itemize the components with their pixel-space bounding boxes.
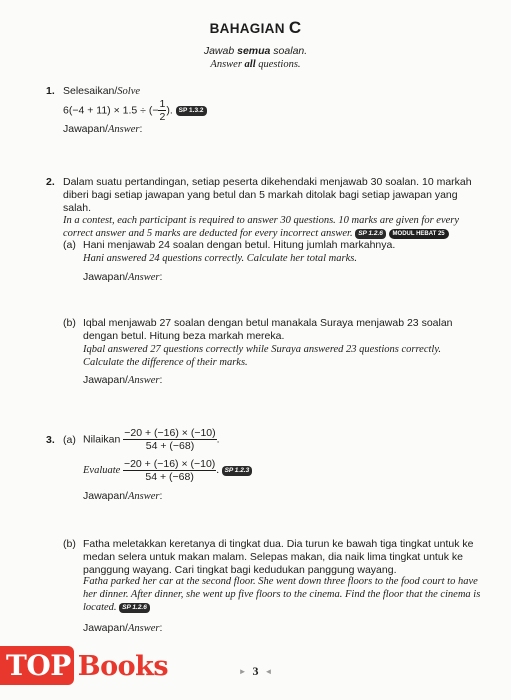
- arrow-left-icon: ◄: [264, 667, 273, 676]
- skill-tag: SP 1.2.6: [119, 603, 150, 613]
- question-3a-expression-english: Evaluate $\frac{-20 + (-16) \times (-10)}{54 + (-68)}$ . SP 1.2.3: [83, 458, 252, 483]
- instruction-english: Answer all questions.: [210, 59, 301, 70]
- question-3b-text-english: Fatha parked her car at the second floor. She went down three floors to the food court to have her dinner. After dinner, she went up five floors to the cinema. Find the floor that the cinema is located. SP 1.2.6: [83, 576, 481, 613]
- question-3-number: 3.: [46, 434, 55, 446]
- question-3a-fraction: $\frac{-20 + (-16) \times (-10)}{54 + (-68)}$: [123, 458, 216, 483]
- question-2a-text-malay: Hani menjawab 24 soalan dengan betul. Hitung jumlah markahnya.: [83, 239, 396, 251]
- question-2b-label: (b): [63, 317, 76, 329]
- arrow-right-icon: ►: [238, 667, 247, 676]
- logo-top-box: TOP: [0, 646, 74, 685]
- question-1-expression: 6(−4 + 11) × 1.5 ÷ (− $\frac{1}{2}$ ). SP 1.3.2: [63, 98, 207, 123]
- section-title: BAHAGIAN C: [209, 18, 302, 37]
- question-2b-text-malay: Iqbal menjawab 27 soalan dengan betul manakala Suraya menjawab 23 soalan dengan betul. Hitung beza markah mereka.: [83, 317, 453, 342]
- question-2a-text-english: Hani answered 24 questions correctly. Calculate her total marks.: [83, 253, 357, 264]
- instruction-malay: Jawab semua soalan.: [203, 45, 308, 57]
- question-3a-label: (a): [63, 434, 76, 446]
- question-2a-answer-label: Jawapan/Answer:: [83, 271, 163, 283]
- question-1-instruction: Selesaikan/Solve: [63, 85, 141, 97]
- question-3b-text-malay: Fatha meletakkan keretanya di tingkat dua. Dia turun ke bawah tiga tingkat untuk ke medan selera untuk makan malam. Selepas makan, dia naik lima tingkat untuk ke panggung wayang. Cari tingkat bagi kedudukan panggung wayang.: [83, 538, 474, 576]
- question-3a-answer-label: Jawapan/Answer:: [83, 490, 163, 502]
- question-3a-expression-malay: Nilaikan $\frac{-20 + (-16) \times (-10)}{54 + (-68)}$ .: [83, 427, 220, 452]
- question-2b-text-english: Iqbal answered 27 questions correctly while Suraya answered 23 questions correctly. Calculate the difference of their marks.: [83, 344, 442, 368]
- skill-tag: SP 1.2.6: [355, 229, 386, 239]
- topbooks-watermark-logo: [0, 646, 168, 694]
- question-2-text-malay: Dalam suatu pertandingan, setiap peserta dikehendaki menjawab 30 soalan. 10 markah diberi bagi setiap jawapan yang betul dan 5 markah ditolak bagi setiap jawapan yang salah.: [63, 176, 472, 214]
- skill-tag: SP 1.3.2: [176, 106, 207, 116]
- question-2b-answer-label: Jawapan/Answer:: [83, 374, 163, 386]
- modul-hebat-tag: MODUL HEBAT 25: [389, 229, 449, 239]
- question-3a-fraction: $\frac{-20 + (-16) \times (-10)}{54 + (-68)}$: [124, 427, 216, 452]
- question-1-number: 1.: [46, 85, 55, 97]
- question-3b-label: (b): [63, 538, 76, 550]
- question-1-answer-label: Jawapan/Answer:: [63, 123, 143, 135]
- skill-tag: SP 1.2.3: [222, 466, 253, 476]
- question-3b-answer-label: Jawapan/Answer:: [83, 622, 163, 634]
- question-1-fraction: $\frac{1}{2}$: [159, 98, 166, 123]
- question-2-number: 2.: [46, 176, 55, 188]
- page-number: ► 3 ◄: [238, 664, 273, 678]
- question-2a-label: (a): [63, 239, 76, 251]
- question-2-text-english: In a contest, each participant is required to answer 30 questions. 10 marks are given for every correct answer and 5 marks are deducted for every incorrect answer. SP 1.2.6 MODUL HEBAT 25: [63, 215, 460, 239]
- logo-books-text: Books: [77, 651, 169, 682]
